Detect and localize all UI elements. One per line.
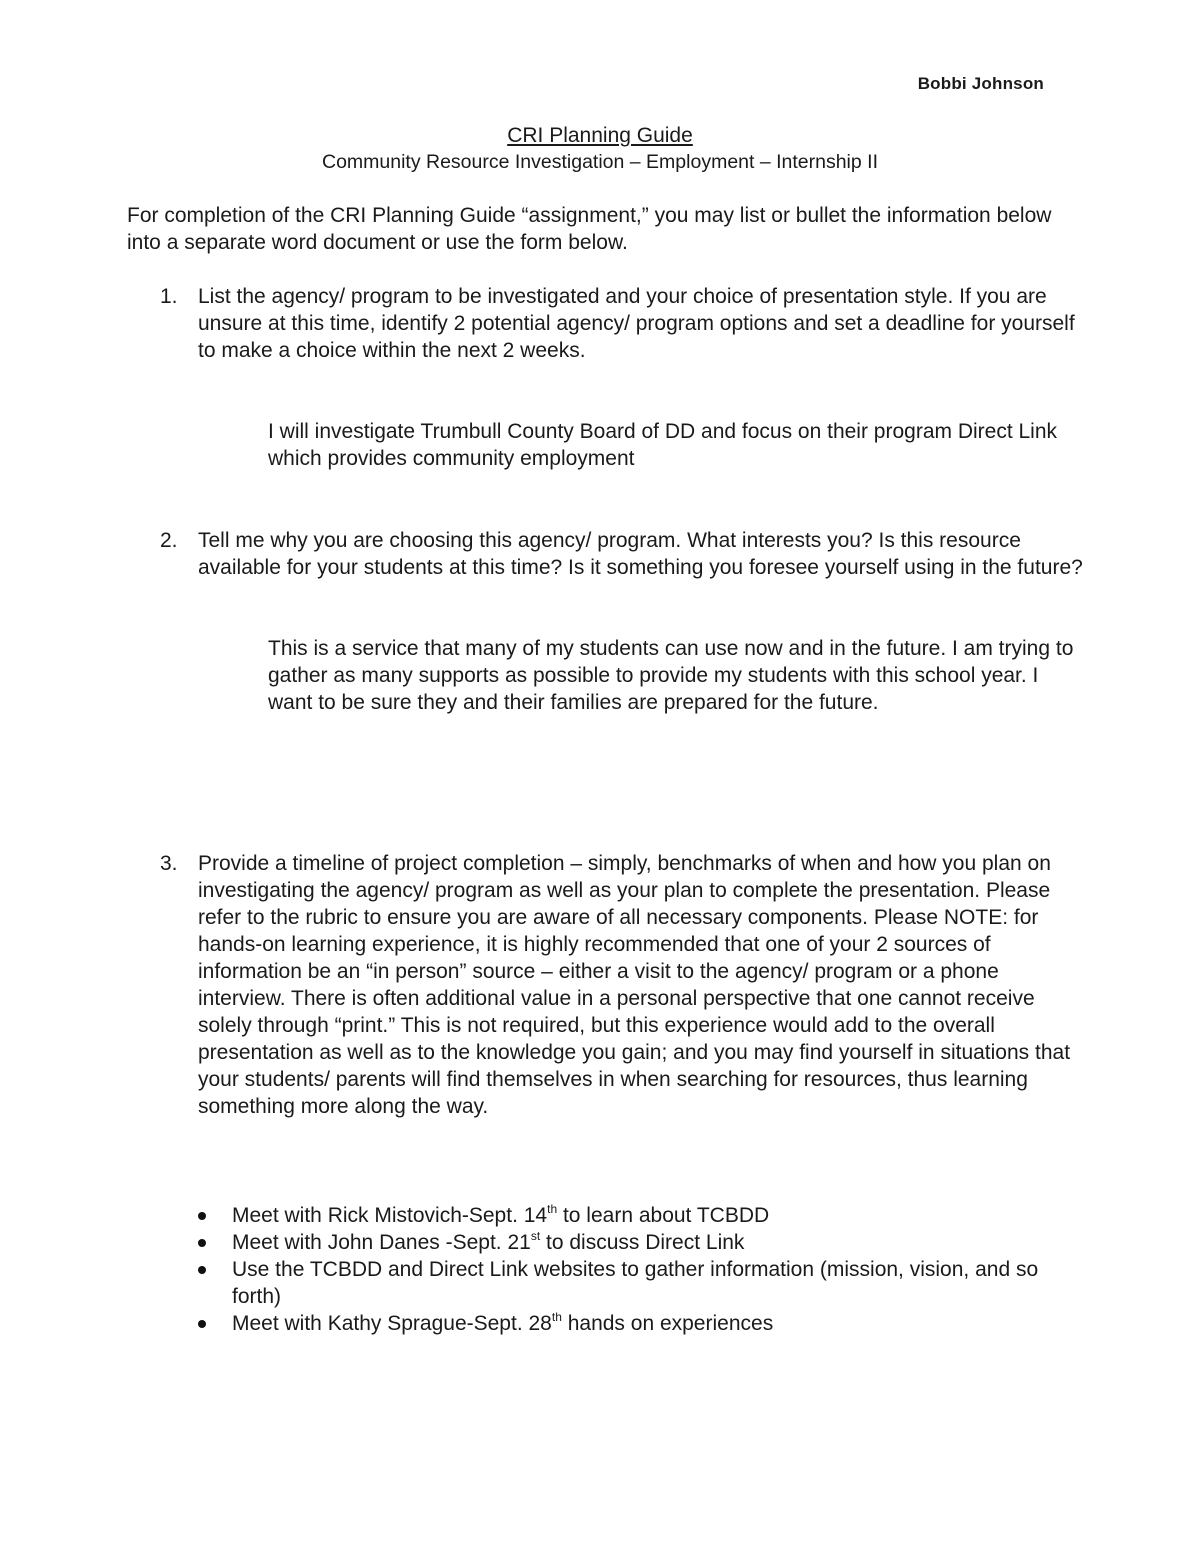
timeline-item — [196, 1256, 1086, 1310]
timeline-item-text-end: to discuss Direct Link — [540, 1231, 745, 1254]
timeline-item — [196, 1310, 1086, 1337]
answer-2: This is a service that many of my students can use now and in the future. I am trying to gather as many supports as possible to provide my students with this school year. I want to be sure they and their families are prepared for the future. — [268, 637, 1074, 714]
question-3-number: 3. — [160, 852, 178, 875]
timeline-item-suffix: st — [530, 1229, 541, 1243]
bullet-icon — [198, 1320, 206, 1328]
timeline-item — [196, 1202, 1086, 1229]
timeline-item-text: Meet with Kathy Sprague-Sept. 28 — [232, 1312, 552, 1335]
timeline-item — [196, 1229, 1086, 1256]
timeline-item-text-end: hands on experiences — [561, 1312, 774, 1335]
bullet-icon — [198, 1239, 206, 1247]
timeline-item-text: Use the TCBDD and Direct Link websites to gather information (mission, vision, and so forth) — [232, 1258, 1039, 1308]
question-3 — [160, 850, 1090, 1120]
bullet-icon — [198, 1212, 206, 1220]
answer-1: I will investigate Trumbull County Board of DD and focus on their program Direct Link which provides community employment — [268, 420, 1058, 470]
bullet-icon — [198, 1266, 206, 1274]
document-subtitle: Community Resource Investigation – Employment – Internship II — [321, 151, 878, 173]
timeline-item-suffix: th — [551, 1310, 562, 1324]
document-title: CRI Planning Guide — [507, 124, 693, 147]
intro-paragraph: For completion of the CRI Planning Guide “assignment,” you may list or bullet the information below into a separate word document or use the form below. — [127, 204, 1052, 254]
author-name: Bobbi Johnson — [917, 74, 1044, 93]
timeline-item-text: Meet with Rick Mistovich-Sept. 14 — [232, 1204, 548, 1227]
question-1-prompt: List the agency/ program to be investigated and your choice of presentation style. If you are unsure at this time, identify 2 potential agency/ program options and set a deadline for yourself to make a choice within the next 2 weeks. — [198, 285, 1075, 362]
question-3-prompt: Provide a timeline of project completion – simply, benchmarks of when and how you plan on investigating the agency/ program as well as your plan to complete the presentation. Please refer to the rubric to ensure you are aware of all necessary components. Please NOTE: for hands-on learning experience, it is highly recommended that one of your 2 sources of information be an “in person” source – either a visit to the agency/ program or a phone interview. There is often additional value in a personal perspective that one cannot receive solely through “print.” This is not required, but this experience would add to the overall presentation as well as to the knowledge you gain; and you may find yourself in situations that your students/ parents will find themselves in when searching for resources, thus learning something more along the way. — [198, 852, 1071, 1118]
question-2-number: 2. — [160, 529, 178, 552]
question-2 — [160, 527, 1090, 581]
question-2-prompt: Tell me why you are choosing this agency/ program. What interests you? Is this resource available for your students at this time? Is it something you foresee yourself using in the future? — [198, 529, 1083, 579]
question-1 — [160, 283, 1090, 364]
question-1-number: 1. — [160, 285, 178, 308]
timeline-item-text-end: to learn about TCBDD — [557, 1204, 770, 1227]
timeline-item-text: Meet with John Danes -Sept. 21 — [232, 1231, 531, 1254]
timeline-list — [196, 1202, 1086, 1337]
timeline-item-suffix: th — [547, 1202, 558, 1216]
